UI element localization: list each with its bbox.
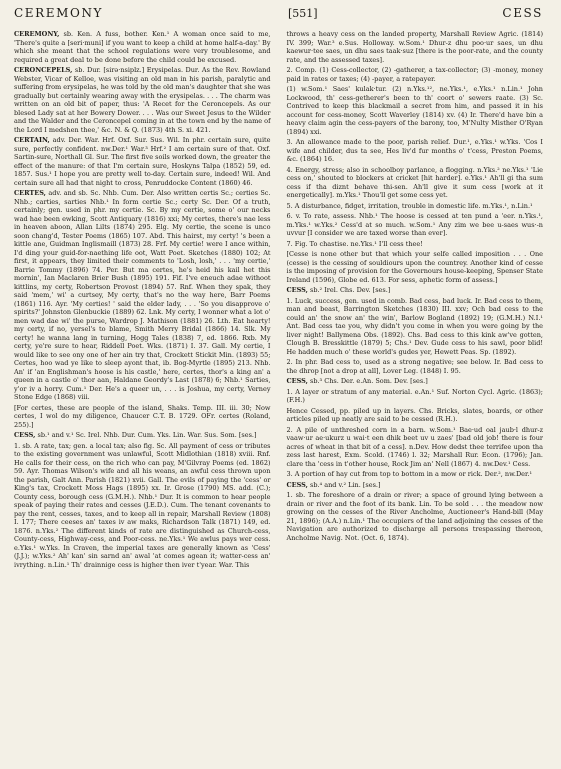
page-number: [551] [287,7,318,20]
entry-paragraph [287,358,544,375]
entry-paragraph [287,481,544,490]
entry-text: sb. Dur. [sirə·nsiplz.] Erysipelas. Dur. As the Rev. Rowland Webster, Vicar of Kelloe, was visiting an old man in his parish, paralytic and suffering from erysipelas, he was told by the old man's daughter that she was gradually but certainly wearing away with the erysipelas. . . . The charm was written on an old bit of paper, thus: 'A Recet for the Ceroncepels. As our blesed Lady sat at her Bowery Dower. . . . Was our Sweet Jesus to the Wilder and the Walder and the Ceroncepel coming in at the town end by the name of the Lord I medshen thee,' &c. N. & Q. (1873) 4th S. xi. 421. [14,66,271,134]
entry-text: 3. An allowance made to the poor, parish relief. Dur.¹, e.Yks.¹ w.Yks. 'Cos I wife and childer, dus ta see, Hes liv'd fur months o' t'cess, Preston Poems, &c. (1864) 16. [286,138,543,163]
entry-text: 2. A pile of unthreshed corn in a barn. w.Som.¹ Bae·ud oal jaub·l dhur-z vaaw·ur ae·ukurz u wai·t een dhik beet uv u zaes' [bad old job! there is four acres of wheat in that bit of a cess]. n.Dev. How dedst thee terrifee upon tha zess last harest, Exm. Scold. (1746) l. 32; Marshall Rur. Econ. (1796); Jan. clare tha 'cess in t'other house, Rock Jim an' Nell (1867) 4. nw.Dev.¹ Cess. [286,425,543,468]
headword: CERTES, [14,189,46,197]
left-column [14,30,271,571]
entry-text: adv. and sb. Sc. Nhb. Cum. Der. Also written certis Sc.; certies Sc. Nhb.; carties, sarties Nhb.¹ In form certie Sc.; certy Sc. Der. Of a truth, certainly; gen. used in phr. my certie. Sc. By my certie, some o' our necks wad hae been ewking, Scott Antiquary (1816) xxi; My certes, there's nae less in heaven aboon, Allan Lilts (1874) 295. Elg. My certie, the scene is unco soon chang'd, Tester Poems (1865) 107. Abd. This hairst, my certy! 's been a kittle ane, Guidman Inglismaill (1873) 28. Frf. My certie! were I ance within, I'd ding your guid-for-naething life oot, Watt Poet. Sketches (1880) 102; At first, it appears, they limited their comments to 'Losh, losh,' . . . 'my certie,' Barrie Tommy (1896) 74. Per. But ma certes, he's heid his kail het this mornin', Ian Maclaren Brier Bush (1895) 191. Fif. I've eneuch adae withoot kittlins, my certy, Robertson Provost (1894) 57. Rnf. When they spak, they said 'mem,' wi' a curtsey, My certy, that's no the way here, Barr Poems (1861) 116. Ayr. 'My certies! ' said the elder lady, . . . 'So you disapprove o' spirits?' Johnston Glenbuckie (1889) 62. Lnk. My certy, I wonner what a lot o' men wad dae wi' the purse, Wardrop J. Mathison (1881) 26. Lth. Eat hearty! my certy, if no, yersel's to blame, Smith Merry Bridal (1866) 14. Slk. My certy! he wanna lang in turning, Hogg Tales (1838) 7, ed. 1866. Rxb. My certy, ye're sure to hear, Riddell Poet. Wks. (1871) I. 37. Gall. My certie, I would like to see ony one of her ain try that, Crockett Stickit Min. (1893) 55; Certes, hoo wad ye like to sleep ayont that, ib. Bog-Myrtle (1895) 213. Nhb. An' if 'an Englishman's hoose is his castle,' here, certes, thor's a king an' a queen in a castle o' thor aan, Haldane Geordy's Last (1878) 6; Nhb.¹ Sarties, y'or iv a horry. Cum.¹ Der. He's a queer un, . . . is Joshua, my certy, Verney Stone Edge (1868) viii. [14,189,271,401]
entry-paragraph [287,66,544,83]
entry-text: 2. Comp. (1) Cess-collector, (2) -gatherer, a tax-collector; (3) -money, money paid in rates or taxes; (4) -payer, a ratepayer. [286,66,543,83]
entry-text: sb.¹ and v.¹ Sc. Irel. Nhb. Dur. Cum. Yks. Lin. War. Sus. Som. [ses.] [37,431,257,439]
entry-text: [For certes, these are people of the island, Shaks. Temp. III. iii. 30; Now certes, I wol do my diligence, Chaucer C.T. B. 1729. OFr. certes (Roland, 255).] [14,403,271,429]
entry-paragraph [14,30,271,64]
entry-paragraph [287,297,544,357]
entry-paragraph [287,202,544,211]
headword: CERONCEPELS, [14,66,73,74]
entry-paragraph [287,407,544,424]
entry-text: 1. sb. The foreshore of a drain or river; a space of ground lying between a drain or river and the foot of its bank. Lin. To be sold . . . the meadow now growing on the cesses of the River Ancholme, Auctioneer's Hand-bill (May 21, 1896); (A.A.) n.Lin.¹ The occupiers of the land adjoining the cesses of the Navigation are authorized to discharge all persons trespassing thereon, Ancholme Navig. Not. (Oct. 6, 1874). [286,491,543,542]
entry-text: Hence Cessed, pp. piled up in layers. Chs. Bricks, slates, boards, or other articles piled up neatly are said to be cessed (R.H.). [286,406,543,423]
entry-paragraph [287,286,544,295]
entry-text: adv. Der. War. Hrf. Oxf. Sur. Sus. Wil. In phr. certain sure, quite sure, perfectly confident. nw.Der.¹ War.³ Hrf.² I am certain sure of that. Oxf. Sartin-sure, Northall Gl. Sur. The first five soils worked down, the greater the effect of the manure: of that I'm certain sure, Hoskyns Talpa (1852) 59, ed. 1857. Sus.¹ I hope you are pretty well to-day. Certain sure, indeed! Wil. And certain sure all had that night to cross, Penruddocke Content (1860) 46. [14,136,271,187]
entry-text: sb. Ken. A fuss, bother. Ken.¹ A woman once said to me, 'There's quite a [seri·muni] if you want to keep a child at home half-a-day.' By which she meant that the school regulations were very troublesome, and required a great deal to be done before the child could be excused. [14,30,271,64]
header-first-word: CEREMONY [14,6,104,20]
entry-text: 5. A disturbance, fidget, irritation, trouble in domestic life. m.Yks.¹, n.Lin.¹ [286,201,533,210]
entry-paragraph [14,442,271,570]
entry-paragraph [287,240,544,249]
entry-text: 1. Luck, success, gen. used in comb. Bad cess, bad luck. Ir. Bad cess to them, man and beast, Barrington Sketches (1830) III. xxv; Och bad cess to the could an' the snow an' the win', Barlow Bogland (1892) 19; (G.M.H.) N.I.¹ Ant. Bad cess tae you, why didn't you come in when you were going by the liver night! Ballymena Obs. (1892). Chs. Bad cess to this kink aw've gotten, Clough B. Bresskittle (1879) 5; Chs.¹ Dev. Gude cess to his sawl, poor blid! He hadden much o' these world's gudes yer, Hewett Peas. Sp. (1892). [286,296,543,356]
entry-text: [Cesse is none other but that which your selfe called imposition . . . One (cesse) is the cessing of souldiours upon the countrey. Another kind of cesse is the imposing of provision for the Governours house-keeping, Spenser State Ireland (1596), Globe ed. 613. For sess, aphetic form of assess.] [286,250,543,284]
entry-paragraph [14,431,271,440]
headword: CESS, [286,286,308,294]
entry-text: 3. A portion of hay cut from top to bottom in a mow or rick. Der.², nw.Der.¹ [286,470,533,478]
entry-paragraph [287,491,544,542]
entry-paragraph [14,66,271,134]
entry-text: (1) w.Som.¹ Saes' kulak·tur. (2) n.Yks.¹², ne.Yks.¹, e.Yks.¹ n.Lin.¹ John Lockwood, th' cess-getherer's been to th' coort o' sewers raate. (3) Sc. Contrived to keep this blackmail a secret from him, and passed it in his account for cess-money, Scott Waverley (1814) xv. (4) Ir. There'd have bin a heavy claim agin the cess-payers of the barony, too, M'Nulty Misther O'Ryan (1894) xxi. [286,85,543,136]
entry-paragraph [14,404,271,430]
headword: CESS, [286,480,308,489]
entry-paragraph [287,30,544,64]
headword: CESS, [286,377,308,385]
header-last-word: CESS [502,6,543,20]
running-header [14,6,543,24]
entry-text: 1. A layer or stratum of any material. e.An.¹ Suf. Norton Cycl. Agric. (1863); (F.H.) [286,387,543,404]
entry-text: 1. sb. A rate, tax; gen. a local tax; also fig. Sc. All payment of cess or tributes to the existing government was unlawful, Scott Midlothian (1818) xviii. Rnf. He calls for their cess, on the rich who can pay, M'Gilvray Poems (ed. 1862) 59. Ayr. Thomas Wilson's wife and all his weans, an awful cess thrown upon the parish, Galt Ann. Parish (1821) xvii. Gall. The evils of paying the 'cess' or King's tax, Crockett Moss Hags (1895) xx. Ir. Grose (1790) MS. add. (C.); County cess, borough cess (G.M.H.). Nhb.¹ Dur. It is common to hear people speak of paying their rates and cesses (J.E.D.). Cum. The tenant covenants to pay the rent, cesses, taxes, and to keep all in repair, Marshall Review (1808) I. 177; There ceeses an' taxes iv aw maks, Richardson Talk (1871) 149, ed. 1876. n.Yks.² The different kinds of rate are distinguished as Church-cess, County-cess, Highway-cess, and Poor-cess. ne.Yks.¹ We awlus pays wer cess. e.Yks.¹ w.Yks. In Craven, the imperial taxes are generally known as 'Cess' (J.J.); w.Yks.² Ah' kan' sin sarnd an' awal 'at comes agean it; watter-cess an' ivrything. n.Lin.¹ Th' drainnige cess is higher then iver t'year. War. This [14,441,271,569]
entry-paragraph [287,377,544,386]
entry-paragraph [14,189,271,402]
entry-text: throws a heavy cess on the landed property, Marshall Review Agric. (1814) IV. 399; War.³ e.Sus. Holloway. w.Som.¹ Dhur-z dhu poo·ur saes, un dhu kaewur·tee saes, un dhu saes taak·suz [there is the poor-rate, and the county rate, and the assessed taxes]. [286,30,543,64]
headword: CESS, [14,431,36,439]
headword: CEREMONY, [14,30,60,38]
entry-text: sb.² Irel. Chs. Dev. [ses.] [309,286,391,294]
entry-paragraph [14,136,271,187]
entry-paragraph [287,85,544,136]
right-column [287,30,544,571]
entry-paragraph [287,470,544,479]
entry-text: 2. In phr. Bad cess to, used as a strong negative; see below. Ir. Bad cess to the dhrop [not a drop at all], Lover Leg. (1848) I. 95. [286,358,543,375]
text-columns [14,30,543,571]
entry-paragraph [287,138,544,164]
entry-paragraph [287,166,544,200]
entry-paragraph [287,250,544,284]
headword: CERTAIN, [14,136,50,144]
entry-paragraph [287,212,544,238]
entry-text: sb.⁴ and v.² Lin. [ses.] [309,480,381,489]
entry-paragraph [287,388,544,405]
entry-paragraph [287,426,544,469]
entry-text: 6. v. To rate, assess. Nhb.¹ The hoose is cessed at ten pund a 'eer. n.Yks.¹, m.Yks.¹ w.Yks.² Cess'd at so much. w.Som.¹ Any zim we bee u-saes wus·-n uvvur [I consider we are taxed worse than ever]. [286,212,543,237]
entry-text: 7. Fig. To chastise. ne.Yks.¹ I'll cess thee! [286,239,423,248]
entry-text: sb.³ Chs. Der. e.An. Som. Dev. [ses.] [309,377,428,385]
entry-text: 4. Energy, stress; also in schoolboy parlance, a flogging. n.Yks.² ne.Yks.¹ 'Lie cess on,' shouted to blockers at cricket [hit harder]. e.Yks.¹ Ah'll gi tha sum cess if tha diznt behave thi-sen. Ah'll give it sum cess [work at it energetically]. m.Yks.¹ Thou'll get some cess yet. [286,165,543,199]
